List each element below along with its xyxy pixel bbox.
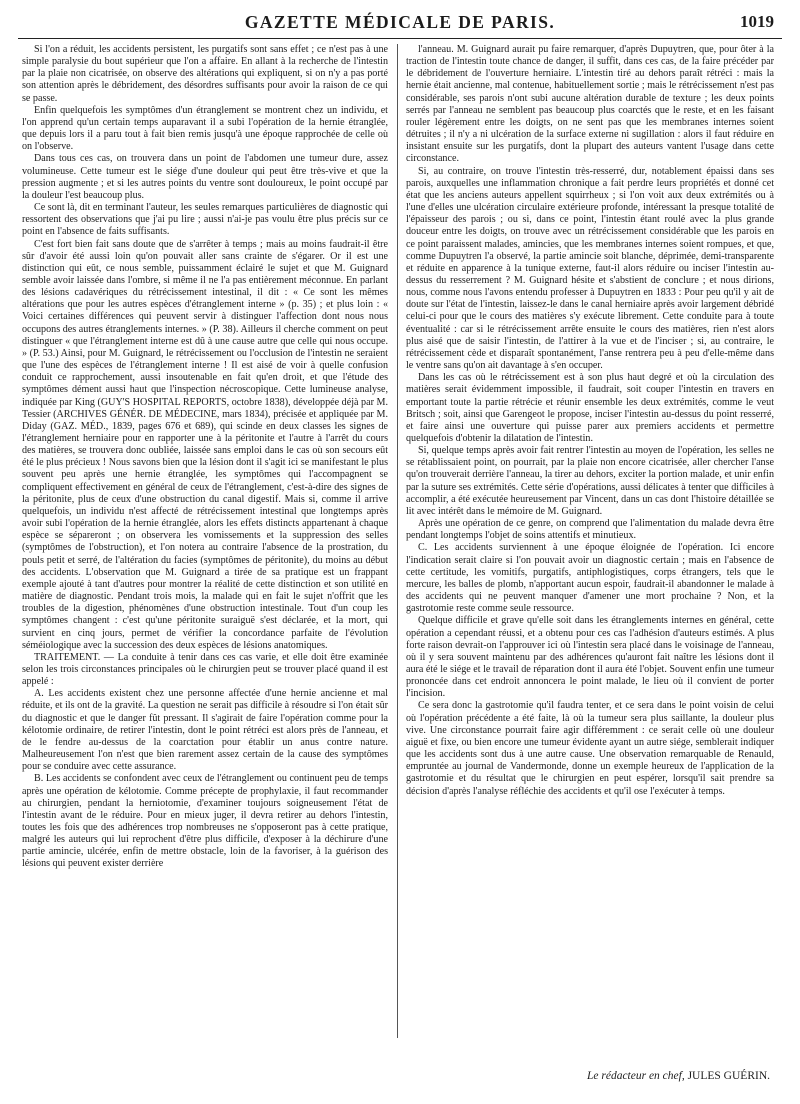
paragraph: A. Les accidents existent chez une personne affectée d'une hernie ancienne et mal réduite, et ils ont de la gravité. La question ne serait pas difficile à résoudre si l'on était sûr du diagnostic et que le danger fût pressant. Il s'agirait de faire l'opération comme pour la kélotomie ordinaire, de retirer l'intestin, dont le point rétréci est alors près de l'anneau, et de le fendre au-dessus de la coarctation pour établir un anus contre nature. Malheureusement l'on n'est que bien rarement assez certain de la cause des symptômes pour se conduire avec cette assurance.	[22, 688, 388, 773]
paragraph: Enfin quelquefois les symptômes d'un étranglement se montrent chez un individu, et l'on apprend qu'un certain temps auparavant il a subi l'opération de la hernie étranglée, que depuis lors il a paru tout à fait bien remis jusqu'à une époque rapprochée de celle où on l'observe.	[22, 104, 388, 153]
paragraph: Ce sera donc la gastrotomie qu'il faudra tenter, et ce sera dans le point voisin de celui où l'opération précédente a été faite, là où la tumeur sera plus saillante, la douleur plus vive. Une circonstance pourrait faire agir différemment : ce serait celle où une douleur aiguë et fixe, ou bien encore une tumeur évidente ayant un autre siége, semblerait indiquer que les accidents sont dus à une autre cause. Une observation remarquable de Renauld, empruntée au journal de Vandermonde, donne un exemple heureux de l'application de la gastrotomie et du résultat que le chirurgien en peut espérer, lorsqu'il sait prendre sa décision d'après l'analyse réfléchie des accidents et qu'il ose l'exécuter à temps.	[406, 700, 774, 797]
paragraph: Si, au contraire, on trouve l'intestin très-resserré, dur, notablement épaissi dans ses parois, auxquelles une inflammation chronique a fait perdre leurs propriétés et donné cet état que les anciens auteurs appellent squirrheux ; si l'on voit aux deux extrémités ou à l'une d'elles une ulcération circulaire extérieure profonde, intéressant la presque totalité de l'épaisseur des parois ; ou si, dans ce point, l'intestin étant roulé avec la plus grande douceur entre les doigts, on trouve avec un rétrécissement considérable que les parois en ce point paraissent malades, amincies, que les membranes internes soient rompues, et que, comme Dupuytren l'a observé, la partie amincie soit blanche, déprimée, demi-transparente et réduite en apparence à la tunique externe, faut-il alors réduire ou inciser l'intestin au-dessus du resserrement ? M. Guignard hésite et s'abstient de conclure ; et nous dirions, nous, comme nous l'avons entendu professer à Dupuytren en 1833 : Pour peu qu'il y ait de doute sur l'état de l'intestin, laissez-le dans le canal herniaire après avoir largement débridé celui-ci pour que le cours des matières s'y exécute librement. Cette conduite para à toute éventualité : car si le rétrécissement arrête ensuite le cours des matières, rien n'est alors plus aisé que de saisir l'intestin, de l'attirer à la vue et de l'inciser ; si, au contraire, le rétrécissement cède et disparaît spontanément, l'anse rentrera peu à peu d'elle-même dans le ventre sans qu'on ait davantage à s'en occuper.	[406, 165, 774, 372]
paragraph: l'anneau. M. Guignard aurait pu faire remarquer, d'après Dupuytren, que, pour ôter à la traction de l'intestin toute chance de danger, il suffit, dans ces cas, de la faire précéder par le débridement de l'ouverture herniaire. L'intestin tiré au dehors paraît rétréci : mais la hernie était ancienne, mal contenue, habituellement sortie ; mais le rétrécissement n'est pas considérable, ses parois n'ont subi aucune altération durable de texture ; les deux points serrés par l'anneau ne semblent pas beaucoup plus coarctés que le reste, et en les faisant rouler légèrement entre les doigts, on ne sent pas que les membranes internes soient détruites ; il n'y a ni ulcération de la surface externe ni sugillation : alors il faut réduire en insistant ensuite sur les purgatifs, dont la plupart des auteurs vantent l'usage dans cette circonstance.	[406, 44, 774, 165]
paragraph: Après une opération de ce genre, on comprend que l'alimentation du malade devra être pendant longtemps l'objet de soins attentifs et minutieux.	[406, 518, 774, 542]
editor-signature	[587, 1070, 770, 1082]
paragraph: C'est fort bien fait sans doute que de s'arrêter à temps ; mais au moins faudrait-il être sûr d'avoir été aussi loin qu'on pouvait aller sans crainte de s'égarer. Or il est une distinction qui eût, ce nous semble, puissamment éclairé le sujet et que M. Guignard semble avoir laissée dans l'ombre, si même il ne l'a pas entièrement méconnue. En parlant des lésions cadavériques du rétrécissement intestinal, il dit : « Ce sont les mêmes altérations que pour les autres espèces d'étranglement interne » (p. 35) ; et plus loin : « Voici certaines différences qui peuvent servir à distinguer l'affection dont nous nous occupons des autres étranglements internes. » (P. 38). Ailleurs il cherche comment on peut distinguer « que l'étranglement interne est dû à une cause autre que celle qui nous occupe. » (P. 53.) Ainsi, pour M. Guignard, le rétrécissement ou l'occlusion de l'intestin ne seraient que l'une des espèces de l'étranglement interne ! Il est aisé de voir à quelle confusion conduit ce rapprochement, aussi insoutenable en fait qu'en droit, et que l'étude des symptômes dément aussi haut que l'inspection nécroscopique. Cette lumineuse analyse, indiquée par King (GUY'S HOSPITAL REPORTS, octobre 1838), développée déjà par M. Tessier (ARCHIVES GÉNÉR. DE MÉDECINE, mars 1834), précisée et appliquée par M. Diday (GAZ. MÉD., 1839, pages 676 et 689), qui scinde en deux classes les signes de l'étranglement herniaire pour en rapporter une à la péritonite et l'autre à l'arrêt du cours des matières, se trouvera donc oubliée, laissée sans emploi dans le cas où son secours eût été le plus précieux ! Nous savons bien que la lésion dont il s'agit ici se manifestant le plus souvent peu après une hernie étranglée, les symptômes qui l'accompagnent se compliquent effectivement en général de ceux de l'étranglement, c'est-à-dire des signes de la péritonite, plus de ceux d'une obstruction du canal digestif. Mais si, comme il arrive quelquefois, un individu n'est affecté de rétrécissement intestinal que longtemps après avoir subi l'opération de la hernie étranglée, alors les effets distincts appartenant à chaque espèce se sépareront ; on observera les vomissements et la suppression des selles (symptômes de l'obstruction), et l'on notera au contraire l'absence de la prostration, du pouls petit et serré, de l'altération du facies (symptômes de péritonite), du moins au début des accidents. L'observation que M. Guignard a tirée de sa pratique est un frappant exemple ajouté à tant d'autres pour montrer la réalité de cette distinction et son utilité en matière de diagnostic. Pendant trois mois, la malade qui en fait le sujet n'offrit que les troubles de la digestion, phénomènes d'une obstruction intestinale. Tout d'un coup les symptômes changent : c'est qu'une péritonite suraiguë s'est déclarée, et la mort, qui survient en cinq jours, permet de vérifier la concordance parfaite de l'évolution séméiologique avec la succession des deux espèces de lésions anatomiques.	[22, 238, 388, 651]
page-number: 1019	[740, 12, 774, 31]
page-header	[20, 4, 780, 38]
right-column	[406, 44, 774, 1044]
paragraph: Si, quelque temps après avoir fait rentrer l'intestin au moyen de l'opération, les selles ne se rétablissaient point, on pourrait, par la plaie non encore cicatrisée, aller chercher l'anse qu'on trouverait derrière l'anneau, la tirer au dehors, exciter la portion malade, et unir enfin par la suture ses extrémités. Cette série d'opérations, aussi délicates à tenter que difficiles à accomplir, a été exécutée heureusement par Vincent, dans un cas dont l'histoire détaillée se lit avec intérêt dans le mémoire de M. Guignard.	[406, 445, 774, 517]
signature-role: Le rédacteur en chef,	[586, 1070, 685, 1082]
paragraph: B. Les accidents se confondent avec ceux de l'étranglement ou continuent peu de temps après une opération de kélotomie. Comme précepte de prophylaxie, il faut recommander au chirurgien, pendant la herniotomie, d'examiner toujours soigneusement l'état de l'intestin avant de le réduire. Pour en mieux juger, il devra retirer au dehors l'intestin, toutes les fois que des adhérences trop nombreuses ne s'opposeront pas à cette pratique, malgré les auteurs qui lui reprochent d'être plus difficile, d'exposer à la déchirure d'une partie amincie, ulcérée, enfin de mettre obstacle, loin de la favoriser, à la guérison des lésions qui peuvent exister derrière	[22, 773, 388, 870]
paragraph: Ce sont là, dit en terminant l'auteur, les seules remarques particulières de diagnostic qui ressortent des observations que j'ai pu lire ; aussi n'ai-je pas voulu être plus précis sur ce point en l'absence de faits suffisants.	[22, 202, 388, 238]
paragraph: Dans les cas où le rétrécissement est à son plus haut degré et où la circulation des matières serait évidemment impossible, il faudrait, soit couper l'intestin en travers en emportant toute la partie rétrécie et réunir ensemble les deux extrémités, comme le veut Britsch ; soit, ainsi que Garengeot le propose, inciser l'intestin au-dessus du point resserré, et faire ainsi une ouverture qui puisse parer aux premiers accidents et permettre quelquefois d'obtenir la dilatation de l'intestin.	[406, 372, 774, 444]
signature-name: JULES GUÉRIN.	[687, 1070, 770, 1082]
paragraph: TRAITEMENT. — La conduite à tenir dans ces cas varie, et elle doit être examinée selon les trois circonstances principales où le chirurgien peut se trouver placé quand il est appelé :	[22, 651, 388, 688]
column-divider	[397, 44, 398, 1038]
left-column	[22, 44, 388, 1044]
paragraph: C. Les accidents surviennent à une époque éloignée de l'opération. Ici encore l'indication serait claire si l'on pouvait avoir un diagnostic certain ; mais en l'absence de cette certitude, les vomitifs, purgatifs, antiphlogistiques, corps étrangers, tels que le mercure, les balles de plomb, n'apportant aucun espoir, faudrait-il abandonner le malade à des accidents qui ne peuvent manquer d'amener une mort prochaine ? Non, et la gastrotomie reste comme seule ressource.	[406, 542, 774, 615]
paragraph: Dans tous ces cas, on trouvera dans un point de l'abdomen une tumeur dure, assez volumineuse. Cette tumeur est le siége d'une douleur qui peut être très-vive et que la pression augmente ; et si les autres points du ventre sont douloureux, le point occupé par la douleur l'est beaucoup plus.	[22, 153, 388, 201]
header-rule	[18, 38, 782, 39]
paragraph: Quelque difficile et grave qu'elle soit dans les étranglements internes en général, cette opération a cependant réussi, et a obtenu pour ces cas l'adhésion d'auteurs estimés. A plus forte raison devrait-on l'approuver ici où l'intestin sera placé dans le voisinage de l'anneau, où il y sera souvent maintenu par des adhérences qu'auront fait naître les lésions dont il aura été le siége et le travail de réparation dont il aura été l'objet. Souvent enfin une tumeur prononcée dans cet endroit annoncera le point malade, le lieu où il convient de porter l'incision.	[406, 615, 774, 700]
paragraph: Si l'on a réduit, les accidents persistent, les purgatifs sont sans effet ; ce n'est pas à une simple paralysie du bout supérieur que l'on a affaire. En allant à la recherche de l'intestin par la plaie non cicatrisée, on observe des altérations qui expliquent, si on n'y a pas porté son attention après le débridement, des désordres suffisants pour avoir la raison de ce qui se passe.	[22, 44, 388, 104]
journal-title: GAZETTE MÉDICALE DE PARIS.	[244, 12, 556, 32]
